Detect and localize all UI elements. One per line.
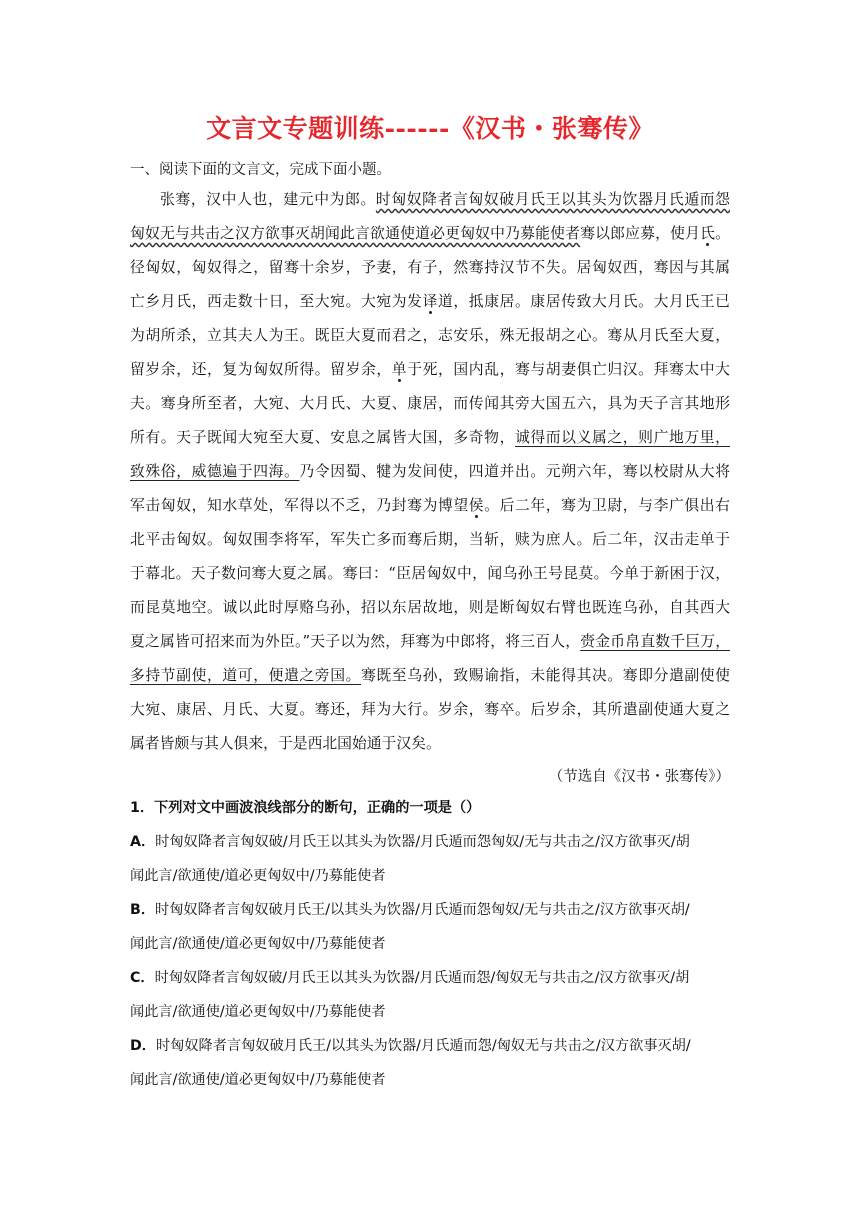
- passage-text: 道，抵康居。康居传致大月氏。大月氏王已: [438, 293, 730, 310]
- emphasis-dotted-char: 氏: [700, 225, 716, 242]
- passage-text: 乃令因蜀、犍为发间使，四道并出。元朔六年，骞以校尉从大将: [299, 463, 730, 480]
- option-text: 时匈奴降者言匈奴破/月氏王以其头为饮器/月氏遁而怨/匈奴无与共击之/汉方欲事灭/胡: [154, 970, 690, 986]
- passage-line: [130, 254, 730, 288]
- option-letter: D．: [130, 1038, 156, 1054]
- wavy-underlined-text: 匈奴无与共击之汉方欲事灭胡闻此言欲通使道必更匈奴中乃募能使者: [130, 225, 581, 242]
- passage-text: 骞以郎应募，使月: [580, 225, 701, 242]
- passage-text: 夫。骞身所至者，大宛、大月氏、大夏、康居，而传闻其旁大国五六，具为天子言其地形: [130, 395, 730, 412]
- option-text: 时匈奴降者言匈奴破月氏王/以其头为饮器/月氏遁而怨/匈奴无与共击之/汉方欲事灭胡/: [155, 1038, 691, 1054]
- option-letter: B．: [130, 902, 156, 918]
- section-instruction: 一、阅读下面的文言文，完成下面小题。: [130, 162, 391, 178]
- option-a[interactable]: [130, 828, 730, 862]
- passage-text: 属者皆颇与其人俱来，于是西北国始通于汉矣。: [130, 735, 441, 752]
- underlined-sentence: 多持节副使，道可，便遣之旁国。: [130, 667, 361, 684]
- passage-line: [130, 560, 730, 594]
- passage-text: 北平击匈奴。匈奴围李将军，军失亡多而骞后期，当斩，赎为庶人。后二年，汉击走单于: [130, 531, 730, 548]
- option-b[interactable]: [130, 896, 730, 930]
- emphasis-dotted-char: 侯: [468, 497, 485, 514]
- option-letter: A．: [130, 834, 156, 850]
- source-citation: （节选自《汉书・张骞传》）: [548, 769, 730, 785]
- passage-line: [130, 356, 730, 390]
- underlined-sentence: 致殊俗，威德遍于四海。: [130, 463, 300, 480]
- passage-line: [130, 730, 730, 764]
- document-title: 文言文专题训练------《汉书・张骞传》: [206, 114, 654, 143]
- passage-text: 亡乡月氏，西走数十日，至大宛。大宛为发: [130, 293, 423, 310]
- option-c[interactable]: [130, 964, 730, 998]
- passage-line: [130, 458, 730, 492]
- option-c-continued: 闻此言/欲通使/道必更匈奴中/乃募能使者: [130, 1004, 386, 1020]
- passage-line: [130, 220, 730, 254]
- passage-text: 骞既至乌孙，致赐谕指，未能得其决。骞即分遣副使使: [361, 667, 730, 684]
- passage-line: [130, 526, 730, 560]
- option-text: 时匈奴降者言匈奴破月氏王/以其头为饮器/月氏遁而怨匈奴/无与共击之/汉方欲事灭胡/: [155, 902, 690, 918]
- option-d-continued: 闻此言/欲通使/道必更匈奴中/乃募能使者: [130, 1072, 386, 1088]
- emphasis-dotted-char: 译: [422, 293, 438, 310]
- passage-line: [130, 322, 730, 356]
- passage-text: 于幕北。天子数问骞大夏之属。骞曰：“臣居匈奴中，闻乌孙王号昆莫。今单于新困于汉，: [130, 565, 730, 582]
- passage-line: [130, 662, 730, 696]
- passage-text: 张骞，汉中人也，建元中为郎。: [160, 191, 376, 208]
- passage-text: 留岁余，还，复为匈奴所得。留岁余，: [130, 361, 392, 378]
- passage-line: [130, 492, 730, 526]
- passage-text: 于死，国内乱，骞与胡妻俱亡归汉。拜骞太中大: [407, 361, 730, 378]
- passage-line: [130, 424, 730, 458]
- option-letter: C．: [130, 970, 155, 986]
- passage-text: 夏之属皆可招来而为外臣。”天子以为然，拜骞为中郎将，将三百人，: [130, 633, 581, 650]
- passage-text: 而昆莫地空。诚以此时厚赂乌孙，招以东居故地，则是断匈奴右臂也既连乌孙，自其西大: [130, 599, 730, 616]
- underlined-sentence: 诚得而以义属之，则广地万里，: [514, 429, 730, 446]
- classical-passage: [130, 186, 730, 764]
- passage-line: [130, 390, 730, 424]
- question-stem: 1．下列对文中画波浪线部分的断句，正确的一项是（）: [130, 800, 481, 816]
- passage-line: [130, 594, 730, 628]
- wavy-underlined-text: 时匈奴降者言匈奴破月氏王以其头为饮器月氏遁而怨: [375, 191, 730, 208]
- option-text: 时匈奴降者言匈奴破/月氏王以其头为饮器/月氏遁而怨匈奴/无与共击之/汉方欲事灭/胡: [155, 834, 690, 850]
- passage-line: [130, 696, 730, 730]
- passage-line: [130, 628, 730, 662]
- option-a-continued: 闻此言/欲通使/道必更匈奴中/乃募能使者: [130, 868, 386, 884]
- passage-line: [130, 186, 730, 220]
- option-b-continued: 闻此言/欲通使/道必更匈奴中/乃募能使者: [130, 936, 386, 952]
- passage-text: 大宛、康居、月氏、大夏。骞还，拜为大行。岁余，骞卒。后岁余，其所遣副使通大夏之: [130, 701, 730, 718]
- underlined-sentence: 赍金币帛直数千巨万，: [580, 633, 730, 650]
- passage-text: 军击匈奴，知水草处，军得以不乏，乃封骞为博望: [130, 497, 469, 514]
- passage-text: 所有。天子既闻大宛至大夏、安息之属皆大国，多奇物，: [130, 429, 515, 446]
- emphasis-dotted-char: 单: [391, 361, 408, 378]
- question-1: [130, 794, 730, 1100]
- passage-text: 径匈奴，匈奴得之，留骞十余岁，予妻，有子，然骞持汉节不失。居匈奴西，骞因与其属: [130, 259, 730, 276]
- passage-line: [130, 288, 730, 322]
- option-d[interactable]: [130, 1032, 730, 1066]
- passage-text: 。后二年，骞为卫尉，与李广俱出右: [484, 497, 730, 514]
- passage-text: 为胡所杀，立其夫人为王。既臣大夏而君之，志安乐，殊无报胡之心。骞从月氏至大夏，: [130, 327, 730, 344]
- passage-text: 。: [715, 225, 730, 242]
